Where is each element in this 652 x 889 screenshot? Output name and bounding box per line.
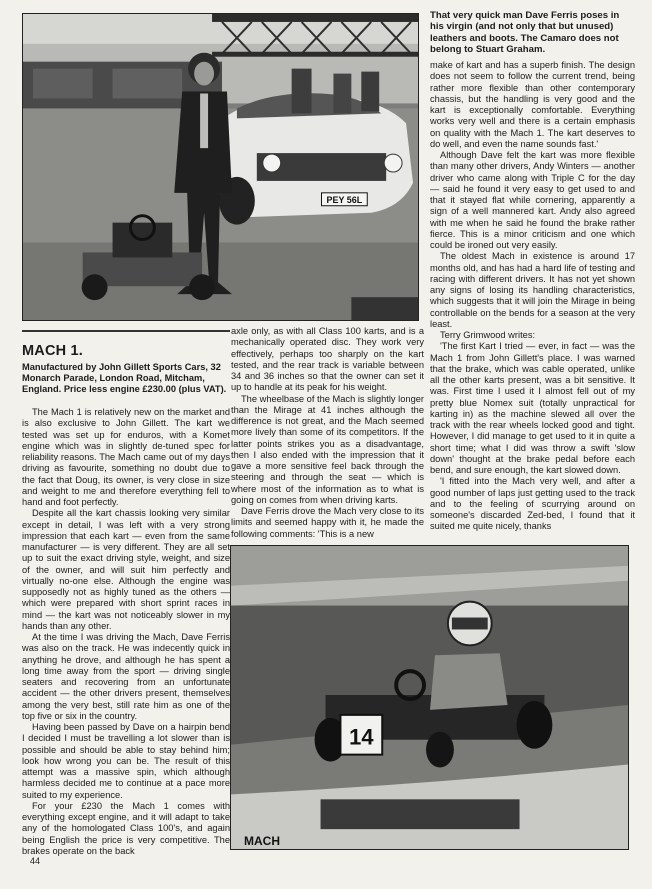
paragraph: For your £230 the Mach 1 comes with everything except engine, and it will adapt to take any of the homologated Class 100's, and again being English the price is very competitive. The brakes operate on the back — [22, 800, 230, 856]
paragraph: Terry Grimwood writes: — [440, 330, 536, 340]
number-plate: PEY 56L — [326, 194, 363, 205]
photo-label: MACH — [244, 834, 280, 848]
article-column-3 — [430, 60, 635, 533]
kart-number: 14 — [349, 724, 374, 750]
paragraph: 'The first Kart I tried — ever, in fact — was the Mach 1 from John Gillett's place. I was warned that the brake, which was cable operated, unlike all the other karts present, was a bit sensitive. It was. First time I used it I almost fell out of my pretty blue Nomex suit (totally unpractical for karting in) as the machine slewed all over the track with the rear wheels locked good and tight. However, I did manage to get used to it in quite a short time; what I did was throw a swift 'slow down' thought at the brake pedal before each bend, and sure enough, the kart slowed down. — [430, 341, 635, 475]
photo-driver-with-camaro — [22, 13, 419, 321]
paragraph: The Mach 1 is relatively new on the market and is also exclusive to John Gillett. The kart we tested was set up for enduros, with a Komet engine which was in slightly de-tuned spec for reliability reasons. The Mach came out of my days driving as favourite, something no doubt due to the fact that Doug, its owner, is very close in size and weight to me and therefore everything fell to hand and foot perfectly. — [22, 407, 230, 507]
paragraph: Having been passed by Dave on a hairpin bend I decided I must be travelling a lot slower than is possible and should be able to stay behind him; look how wrong you can be. The result of this attempt was a massive spin, which although harmless decided me to continue at a pace more suited to my experience. — [22, 722, 230, 800]
paragraph: Dave Ferris drove the Mach very close to its limits and seemed happy with it, he made the following comments: 'This is a new — [231, 506, 424, 539]
paragraph: The oldest Mach in existence is around 17 months old, and has had a hard life of testing and racing with different drivers. It has not yet shown any signs of losing its handling characteristics, which suggests that it will join the Mirage in being controllable on the bends for a season at the very least. — [430, 251, 635, 329]
photo-caption: That very quick man Dave Ferris poses in his virgin (and not only that but unused) leathers and boots. The Camaro does not belong to Stuart Graham. — [430, 10, 620, 55]
paragraph: Although Dave felt the kart was more flexible than many other drivers, Andy Winters — another driver who came along with Triple C for the day — said he found it very easy to get used to and that it stayed flat while cornering, apparently a sign of a well mannered kart. Andy also agreed with me when he said he found the brake rather fierce. This is a minor criticism and one which could be ironed out very easily. — [430, 150, 635, 250]
photo-driver-with-camaro-image — [23, 14, 418, 320]
section-rule — [22, 330, 230, 332]
paragraph: At the time I was driving the Mach, Dave Ferris was also on the track. He was indecently quick in anything he drove, and although he has spent a long time away from the sport — driving single seaters and recovering from an unfortunate accident — the other drivers present, themselves among the very best, still rate him as one of the top five or six in the country. — [22, 632, 230, 721]
photo-kart-on-track — [230, 545, 629, 850]
article-column-1 — [22, 407, 230, 857]
page-number: 44 — [30, 856, 41, 866]
paragraph: axle only, as with all Class 100 karts, and is a mechanically operated disc. They work very effectively, perhaps too sharply on the kart tested, and the rear track is variable between 34 and 36 inches so that the owner can set it up to handle at its peak for his weight. — [231, 326, 424, 393]
manufacturer-info: Manufactured by John Gillett Sports Cars, 32 Monarch Parade, London Road, Mitcham, England. Price less engine £230.00 (plus VAT). — [22, 362, 227, 395]
paragraph: 'I fitted into the Mach very well, and after a good number of laps just getting used to the track and to the feeling of scurrying around on someone's discarded Zed-bed, I found that it suited me quite nicely, thanks — [430, 476, 635, 532]
article-headline: MACH 1. — [22, 343, 84, 359]
photo-kart-on-track-image — [231, 546, 628, 849]
paragraph: make of kart and has a superb finish. The design does not seem to follow the current trend, being rather more flexible than other contemporary chassis, but the handling is very good and the kart is exceptionally comfortable. Everything works very well and there is a certain emphasis on quality with the Mach 1. The kart deserves to do well, and even the name sounds fast.' — [430, 60, 635, 149]
paragraph: Despite all the kart chassis looking very similar except in detail, I was left with a very strong impression that each kart — even from the same manufacturer — is very different. They are all set up to suit the exact driving style, weight, and size of the owner, and will suit him perfectly and virtually no-one else. Although the engine was supposedly not as highly tuned as the others — which were prepared with short sprint races in mind — the kart was not noticeably slower in my hands than any other. — [22, 508, 230, 631]
paragraph: The wheelbase of the Mach is slightly longer than the Mirage at 41 inches although the difference is not great, and the Mach seemed more lively than some of its competitors. If the latter points strikes you as a disadvantage, then I also ended with the impression that it gave a more sensitive feel back through the steering and through the seat — which is where most of the information as to what is going on comes from when driving karts. — [231, 393, 424, 505]
article-column-2 — [231, 326, 424, 540]
